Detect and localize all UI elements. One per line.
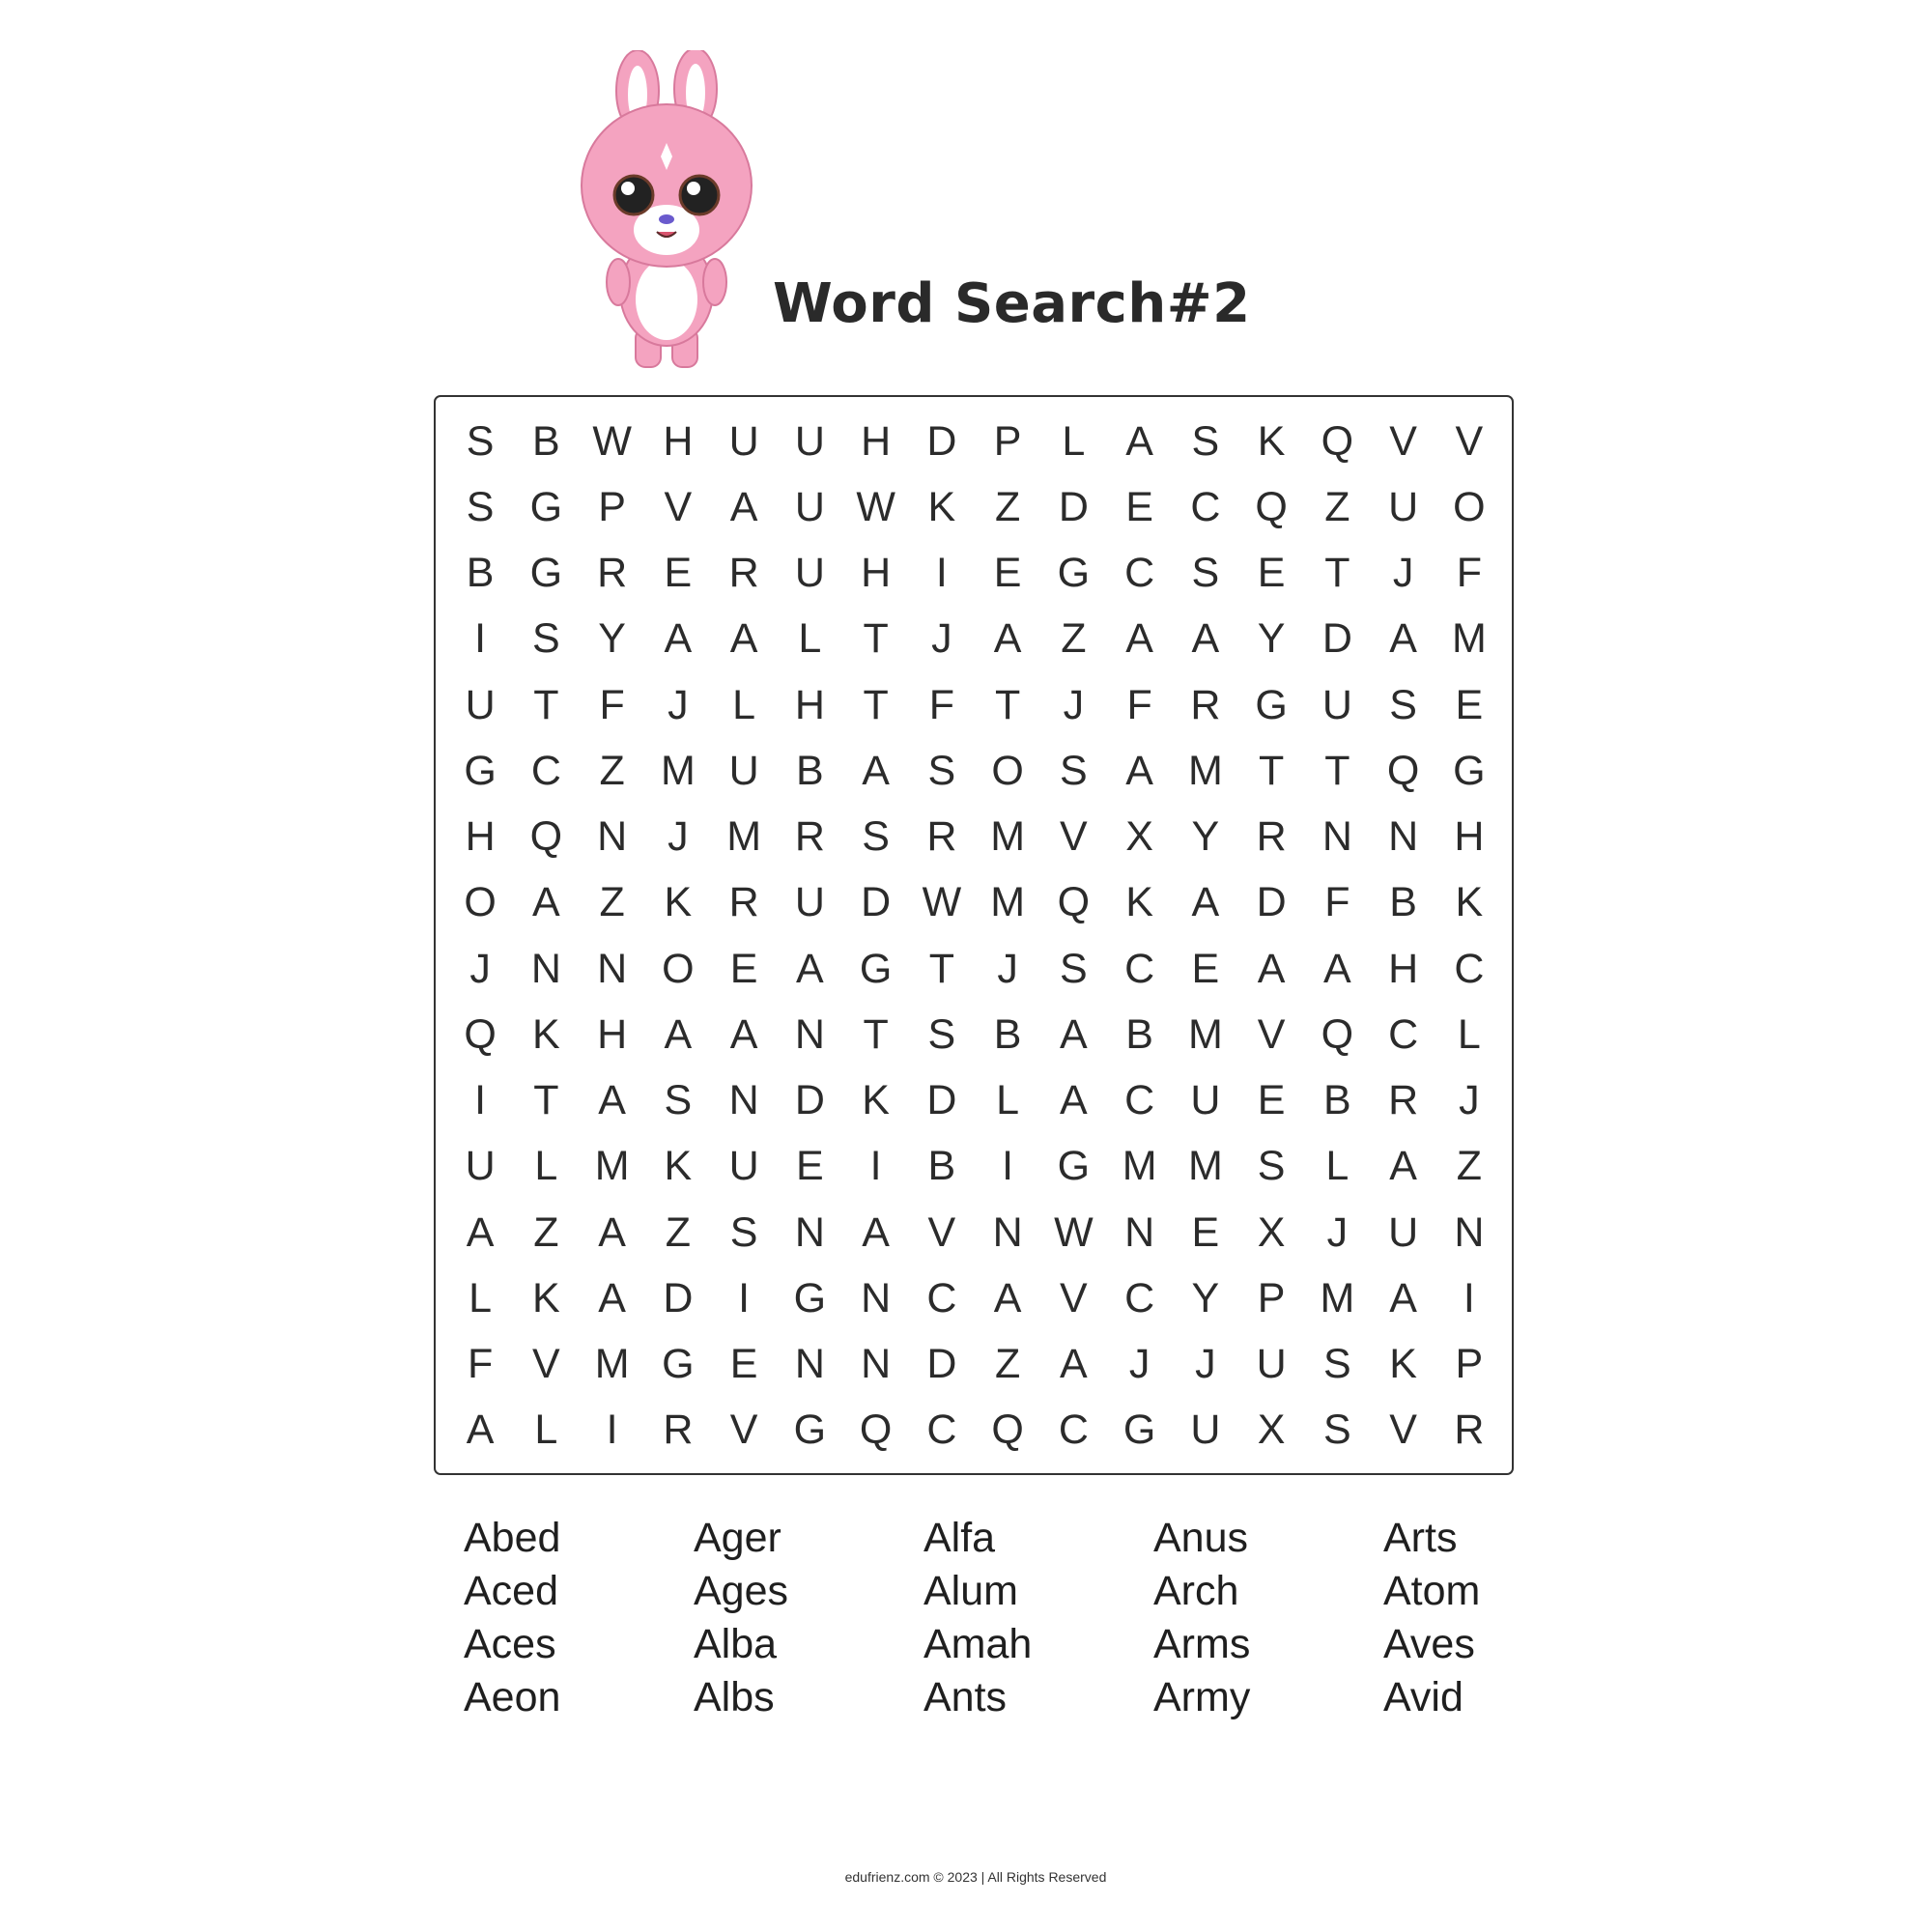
grid-letter[interactable]: P — [1455, 1341, 1484, 1388]
grid-letter[interactable]: H — [663, 417, 694, 465]
grid-letter[interactable]: Q — [1255, 483, 1288, 530]
grid-letter[interactable]: B — [796, 747, 824, 794]
grid-letter[interactable]: L — [534, 1406, 558, 1454]
grid-letter[interactable]: J — [1459, 1077, 1480, 1124]
grid-letter[interactable]: A — [466, 1208, 495, 1256]
bunny-nose — [659, 214, 674, 224]
grid-letter[interactable]: Z — [1456, 1143, 1483, 1190]
grid-letter[interactable]: A — [1191, 615, 1220, 663]
grid-letter[interactable]: T — [533, 681, 559, 728]
grid-letter[interactable]: D — [926, 1341, 957, 1388]
grid-letter[interactable]: W — [1054, 1208, 1094, 1256]
grid-letter[interactable]: J — [997, 945, 1018, 992]
grid-letter[interactable]: A — [729, 483, 758, 530]
grid-letter[interactable]: Q — [1321, 1010, 1354, 1058]
grid-letter[interactable]: H — [861, 417, 892, 465]
grid-letter[interactable]: N — [861, 1341, 892, 1388]
grid-letter[interactable]: A — [862, 1208, 890, 1256]
grid-letter[interactable]: G — [529, 550, 563, 597]
grid-letter[interactable]: S — [729, 1208, 758, 1256]
grid-letter[interactable]: J — [1195, 1341, 1216, 1388]
grid-letter[interactable]: A — [1389, 615, 1417, 663]
word-list-item: Aeon — [464, 1674, 561, 1720]
grid-letter[interactable]: K — [664, 879, 693, 926]
bunny-belly — [636, 259, 697, 340]
grid-letter[interactable]: A — [664, 615, 693, 663]
grid-letter[interactable]: S — [1389, 681, 1417, 728]
grid-letter[interactable]: M — [594, 1143, 630, 1190]
grid-letter[interactable]: D — [861, 879, 892, 926]
grid-letter[interactable]: G — [1057, 1143, 1091, 1190]
word-list-item: Abed — [464, 1515, 561, 1561]
grid-letter[interactable]: E — [1455, 681, 1484, 728]
grid-letter[interactable]: S — [1060, 747, 1088, 794]
word-list-item: Aced — [464, 1568, 559, 1614]
grid-letter[interactable]: H — [1388, 945, 1419, 992]
grid-letter[interactable]: R — [728, 879, 759, 926]
grid-letter[interactable]: C — [1124, 945, 1155, 992]
grid-letter[interactable]: D — [794, 1077, 825, 1124]
grid-letter[interactable]: G — [1453, 747, 1486, 794]
word-list-item: Alba — [694, 1621, 778, 1667]
grid-letter[interactable]: U — [1190, 1406, 1221, 1454]
grid-letter[interactable]: A — [1257, 945, 1286, 992]
grid-letter[interactable]: H — [465, 813, 496, 861]
grid-letter[interactable]: C — [1124, 1274, 1155, 1321]
grid-letter[interactable]: U — [794, 550, 825, 597]
grid-letter[interactable]: S — [927, 1010, 956, 1058]
grid-letter[interactable]: Z — [599, 747, 625, 794]
grid-letter[interactable]: N — [794, 1010, 825, 1058]
copyright-footer: edufrienz.com © 2023 | All Rights Reserved — [844, 1869, 1107, 1885]
word-list-item: Arch — [1153, 1568, 1239, 1614]
grid-letter[interactable]: K — [1125, 879, 1153, 926]
grid-letter[interactable]: D — [1321, 615, 1352, 663]
grid-letter[interactable]: I — [869, 1143, 882, 1190]
grid-letter[interactable]: U — [1256, 1341, 1287, 1388]
grid-letter[interactable]: D — [926, 1077, 957, 1124]
word-list-item: Albs — [694, 1674, 775, 1720]
word-list-item: Aces — [464, 1621, 556, 1667]
grid-letter[interactable]: K — [1257, 417, 1286, 465]
grid-letter[interactable]: U — [794, 483, 825, 530]
grid-letter[interactable]: U — [1190, 1077, 1221, 1124]
grid-letter[interactable]: G — [662, 1341, 695, 1388]
grid-letter[interactable]: W — [856, 483, 895, 530]
grid-letter[interactable]: V — [729, 1406, 758, 1454]
grid-letter[interactable]: R — [794, 813, 825, 861]
grid-letter[interactable]: T — [1324, 550, 1350, 597]
grid-letter[interactable]: C — [926, 1274, 957, 1321]
grid-letter[interactable]: A — [598, 1077, 626, 1124]
grid-letter[interactable]: K — [927, 483, 956, 530]
grid-letter[interactable]: J — [668, 813, 689, 861]
grid-letter[interactable]: S — [862, 813, 890, 861]
grid-letter[interactable]: A — [1323, 945, 1351, 992]
grid-letter[interactable]: P — [1257, 1274, 1286, 1321]
grid-letter[interactable]: U — [1388, 483, 1419, 530]
bunny-right-eye-shine — [687, 182, 700, 195]
grid-letter[interactable]: M — [990, 813, 1026, 861]
grid-letter[interactable]: C — [1124, 550, 1155, 597]
grid-letter[interactable]: X — [1125, 813, 1153, 861]
grid-letter[interactable]: A — [993, 1274, 1022, 1321]
grid-letter[interactable]: S — [1191, 550, 1220, 597]
grid-letter[interactable]: L — [1062, 417, 1086, 465]
bunny-right-eye — [680, 176, 719, 214]
grid-letter[interactable]: F — [1126, 681, 1152, 728]
grid-letter[interactable]: I — [935, 550, 948, 597]
grid-letter[interactable]: U — [728, 1143, 759, 1190]
word-list-item: Anus — [1153, 1515, 1249, 1561]
grid-letter[interactable]: O — [1453, 483, 1486, 530]
grid-letter[interactable]: R — [728, 550, 759, 597]
grid-letter[interactable]: U — [794, 417, 825, 465]
grid-letter[interactable]: E — [729, 945, 758, 992]
grid-letter[interactable]: N — [861, 1274, 892, 1321]
grid-letter[interactable]: A — [862, 747, 890, 794]
grid-letter[interactable]: D — [1256, 879, 1287, 926]
grid-letter[interactable]: S — [1323, 1341, 1351, 1388]
grid-letter[interactable]: K — [1389, 1341, 1417, 1388]
grid-letter[interactable]: M — [1451, 615, 1487, 663]
grid-letter[interactable]: N — [992, 1208, 1023, 1256]
grid-letter[interactable]: G — [1057, 550, 1091, 597]
grid-letter[interactable]: V — [1257, 1010, 1286, 1058]
grid-letter[interactable]: O — [991, 747, 1024, 794]
grid-letter[interactable]: A — [532, 879, 560, 926]
grid-letter[interactable]: N — [728, 1077, 759, 1124]
grid-letter[interactable]: T — [1258, 747, 1285, 794]
grid-letter[interactable]: U — [728, 747, 759, 794]
grid-letter[interactable]: N — [794, 1341, 825, 1388]
grid-letter[interactable]: U — [465, 681, 496, 728]
grid-letter[interactable]: F — [928, 681, 955, 728]
grid-letter[interactable]: Y — [1257, 615, 1286, 663]
grid-letter[interactable]: M — [594, 1341, 630, 1388]
grid-letter[interactable]: A — [796, 945, 824, 992]
grid-letter[interactable]: Z — [994, 483, 1021, 530]
grid-letter[interactable]: T — [533, 1077, 559, 1124]
grid-letter[interactable]: E — [1191, 945, 1220, 992]
grid-letter[interactable]: U — [465, 1143, 496, 1190]
grid-letter[interactable]: G — [1255, 681, 1288, 728]
grid-letter[interactable]: A — [1389, 1143, 1417, 1190]
bunny-mascot-icon — [580, 50, 773, 379]
grid-letter[interactable]: U — [794, 879, 825, 926]
word-list-item: Ants — [923, 1674, 1008, 1720]
grid-letter[interactable]: E — [993, 550, 1022, 597]
grid-letter[interactable]: F — [467, 1341, 494, 1388]
grid-letter[interactable]: J — [1128, 1341, 1151, 1388]
grid-letter[interactable]: M — [990, 879, 1026, 926]
grid-letter[interactable]: B — [1323, 1077, 1351, 1124]
word-list-item: Amah — [923, 1621, 1033, 1667]
bunny-left-eye-shine — [621, 182, 635, 195]
word-list-item: Arts — [1383, 1515, 1458, 1561]
grid-letter[interactable]: N — [1124, 1208, 1155, 1256]
grid-letter[interactable]: N — [1388, 813, 1419, 861]
word-search-grid — [434, 395, 1514, 1475]
grid-letter[interactable]: S — [1191, 417, 1220, 465]
grid-letter[interactable]: V — [1060, 1274, 1088, 1321]
grid-letter[interactable]: T — [863, 615, 889, 663]
word-list-item: Ager — [694, 1515, 781, 1561]
grid-letter[interactable]: J — [469, 945, 491, 992]
grid-letter[interactable]: L — [1325, 1143, 1350, 1190]
grid-letter[interactable]: R — [926, 813, 957, 861]
grid-letter[interactable]: G — [529, 483, 563, 530]
grid-letter[interactable]: X — [1257, 1406, 1286, 1454]
grid-letter[interactable]: A — [1125, 417, 1153, 465]
grid-letter[interactable]: A — [664, 1010, 693, 1058]
grid-letter[interactable]: S — [1323, 1406, 1351, 1454]
grid-letter[interactable]: R — [1190, 681, 1221, 728]
grid-letter[interactable]: M — [726, 813, 762, 861]
grid-letter[interactable]: Z — [994, 1341, 1021, 1388]
grid-letter[interactable]: S — [466, 417, 495, 465]
grid-letter[interactable]: R — [597, 550, 628, 597]
grid-letter[interactable]: L — [1457, 1010, 1481, 1058]
grid-letter[interactable]: E — [664, 550, 693, 597]
grid-letter[interactable]: Z — [533, 1208, 559, 1256]
grid-letter[interactable]: C — [530, 747, 561, 794]
grid-letter[interactable]: C — [1454, 945, 1485, 992]
grid-letter[interactable]: R — [663, 1406, 694, 1454]
grid-letter[interactable]: C — [926, 1406, 957, 1454]
grid-letter[interactable]: K — [862, 1077, 890, 1124]
grid-letter[interactable]: L — [996, 1077, 1020, 1124]
grid-letter[interactable]: Y — [1191, 813, 1220, 861]
grid-letter[interactable]: M — [660, 747, 696, 794]
grid-letter[interactable]: M — [1320, 1274, 1355, 1321]
grid-letter[interactable]: N — [597, 813, 628, 861]
grid-letter[interactable]: N — [530, 945, 561, 992]
grid-letter[interactable]: F — [1324, 879, 1350, 926]
grid-letter[interactable]: D — [1058, 483, 1089, 530]
grid-letter[interactable]: V — [1455, 417, 1484, 465]
grid-letter[interactable]: V — [1389, 417, 1417, 465]
grid-letter[interactable]: R — [1388, 1077, 1419, 1124]
bunny-left-arm — [607, 259, 630, 305]
grid-letter[interactable]: A — [993, 615, 1022, 663]
grid-letter[interactable]: I — [1002, 1143, 1014, 1190]
word-list-item: Arms — [1153, 1621, 1251, 1667]
grid-letter[interactable]: U — [1321, 681, 1352, 728]
grid-letter[interactable]: T — [863, 681, 889, 728]
word-list-item: Ages — [694, 1568, 789, 1614]
grid-letter[interactable]: H — [861, 550, 892, 597]
word-list-item: Alum — [923, 1568, 1018, 1614]
grid-letter[interactable]: A — [1060, 1077, 1088, 1124]
grid-letter[interactable]: L — [534, 1143, 558, 1190]
word-list-item: Atom — [1383, 1568, 1481, 1614]
grid-letter[interactable]: A — [598, 1208, 626, 1256]
grid-letter[interactable]: A — [466, 1406, 495, 1454]
grid-letter[interactable]: V — [1389, 1406, 1417, 1454]
grid-letter[interactable]: S — [1257, 1143, 1286, 1190]
grid-letter[interactable]: V — [532, 1341, 560, 1388]
grid-letter[interactable]: W — [592, 417, 632, 465]
grid-letter[interactable]: J — [668, 681, 689, 728]
grid-letter[interactable]: A — [1060, 1341, 1088, 1388]
grid-letter[interactable]: N — [597, 945, 628, 992]
grid-letter[interactable]: I — [738, 1274, 751, 1321]
letter-grid — [447, 409, 1502, 1463]
grid-letter[interactable]: Q — [991, 1406, 1024, 1454]
grid-letter[interactable]: I — [606, 1406, 618, 1454]
grid-letter[interactable]: H — [597, 1010, 628, 1058]
grid-letter[interactable]: L — [732, 681, 756, 728]
grid-letter[interactable]: A — [1060, 1010, 1088, 1058]
grid-letter[interactable]: F — [599, 681, 625, 728]
grid-letter[interactable]: Y — [598, 615, 626, 663]
grid-letter[interactable]: E — [1257, 550, 1286, 597]
grid-letter[interactable]: G — [464, 747, 497, 794]
grid-letter[interactable]: Q — [1057, 879, 1091, 926]
grid-letter[interactable]: G — [793, 1274, 827, 1321]
grid-letter[interactable]: C — [1124, 1077, 1155, 1124]
grid-letter[interactable]: E — [729, 1341, 758, 1388]
grid-letter[interactable]: N — [1454, 1208, 1485, 1256]
grid-letter[interactable]: T — [863, 1010, 889, 1058]
grid-letter[interactable]: A — [598, 1274, 626, 1321]
grid-letter[interactable]: S — [927, 747, 956, 794]
word-list-item: Avid — [1383, 1674, 1463, 1720]
grid-letter[interactable]: Y — [1191, 1274, 1220, 1321]
grid-letter[interactable]: G — [859, 945, 893, 992]
grid-letter[interactable]: K — [1455, 879, 1484, 926]
grid-letter[interactable]: A — [729, 1010, 758, 1058]
grid-letter[interactable]: I — [474, 1077, 487, 1124]
grid-letter[interactable]: Z — [1324, 483, 1350, 530]
word-list-item: Alfa — [923, 1515, 996, 1561]
grid-letter[interactable]: C — [1388, 1010, 1419, 1058]
grid-letter[interactable]: A — [1125, 615, 1153, 663]
grid-letter[interactable]: U — [728, 417, 759, 465]
grid-letter[interactable]: T — [1324, 747, 1350, 794]
grid-letter[interactable]: A — [1125, 747, 1153, 794]
grid-letter[interactable]: M — [1187, 1010, 1223, 1058]
grid-letter[interactable]: Q — [1321, 417, 1354, 465]
grid-letter[interactable]: B — [1389, 879, 1417, 926]
grid-letter[interactable]: I — [1463, 1274, 1475, 1321]
grid-letter[interactable]: B — [927, 1143, 956, 1190]
grid-letter[interactable]: B — [532, 417, 560, 465]
grid-letter[interactable]: C — [1058, 1406, 1089, 1454]
grid-letter[interactable]: C — [1190, 483, 1221, 530]
grid-letter[interactable]: Q — [859, 1406, 893, 1454]
grid-letter[interactable]: I — [474, 615, 487, 663]
grid-letter[interactable]: Q — [464, 1010, 497, 1058]
grid-letter[interactable]: Z — [665, 1208, 692, 1256]
page-title: Word Search#2 — [773, 272, 1251, 335]
grid-letter[interactable]: N — [794, 1208, 825, 1256]
word-list-item: Aves — [1383, 1621, 1475, 1667]
grid-letter[interactable]: J — [1392, 550, 1414, 597]
grid-letter[interactable]: A — [729, 615, 758, 663]
grid-letter[interactable]: Q — [1386, 747, 1420, 794]
grid-letter[interactable]: S — [1060, 945, 1088, 992]
grid-letter[interactable]: S — [466, 483, 495, 530]
grid-letter[interactable]: H — [794, 681, 825, 728]
bunny-left-eye — [614, 176, 653, 214]
grid-letter[interactable]: X — [1257, 1208, 1286, 1256]
grid-letter[interactable]: E — [1191, 1208, 1220, 1256]
grid-letter[interactable]: K — [532, 1274, 560, 1321]
grid-letter[interactable]: E — [1125, 483, 1153, 530]
grid-letter[interactable]: J — [1326, 1208, 1349, 1256]
grid-letter[interactable]: L — [798, 615, 822, 663]
grid-letter[interactable]: T — [994, 681, 1021, 728]
bunny-right-arm — [703, 259, 726, 305]
grid-letter[interactable]: V — [1060, 813, 1088, 861]
grid-letter[interactable]: R — [1454, 1406, 1485, 1454]
grid-letter[interactable]: M — [1187, 747, 1223, 794]
grid-letter[interactable]: G — [793, 1406, 827, 1454]
grid-letter[interactable]: P — [993, 417, 1022, 465]
grid-letter[interactable]: S — [532, 615, 560, 663]
grid-letter[interactable]: V — [927, 1208, 956, 1256]
grid-letter[interactable]: J — [1063, 681, 1085, 728]
grid-letter[interactable]: J — [931, 615, 952, 663]
word-list — [464, 1512, 1623, 1744]
grid-letter[interactable]: L — [469, 1274, 493, 1321]
grid-letter[interactable]: H — [1454, 813, 1485, 861]
grid-letter[interactable]: E — [1257, 1077, 1286, 1124]
grid-letter[interactable]: M — [1122, 1143, 1157, 1190]
grid-letter[interactable]: S — [664, 1077, 693, 1124]
grid-letter[interactable]: B — [993, 1010, 1022, 1058]
grid-letter[interactable]: A — [1389, 1274, 1417, 1321]
grid-letter[interactable]: K — [532, 1010, 560, 1058]
grid-letter[interactable]: G — [1122, 1406, 1156, 1454]
grid-letter[interactable]: Z — [599, 879, 625, 926]
grid-letter[interactable]: O — [464, 879, 497, 926]
grid-letter[interactable]: V — [664, 483, 693, 530]
word-list-item: Army — [1153, 1674, 1251, 1720]
grid-letter[interactable]: Z — [1061, 615, 1087, 663]
grid-letter[interactable]: B — [466, 550, 495, 597]
grid-letter[interactable]: T — [928, 945, 955, 992]
grid-letter[interactable]: K — [664, 1143, 693, 1190]
grid-letter[interactable]: W — [922, 879, 962, 926]
grid-letter[interactable]: D — [663, 1274, 694, 1321]
grid-letter[interactable]: E — [796, 1143, 824, 1190]
grid-letter[interactable]: R — [1256, 813, 1287, 861]
grid-letter[interactable]: A — [1191, 879, 1220, 926]
grid-letter[interactable]: D — [926, 417, 957, 465]
grid-letter[interactable]: Q — [529, 813, 563, 861]
grid-letter[interactable]: P — [598, 483, 626, 530]
grid-letter[interactable]: O — [662, 945, 695, 992]
grid-letter[interactable]: N — [1321, 813, 1352, 861]
grid-letter[interactable]: F — [1456, 550, 1483, 597]
grid-letter[interactable]: B — [1125, 1010, 1153, 1058]
grid-letter[interactable]: U — [1388, 1208, 1419, 1256]
grid-letter[interactable]: M — [1187, 1143, 1223, 1190]
